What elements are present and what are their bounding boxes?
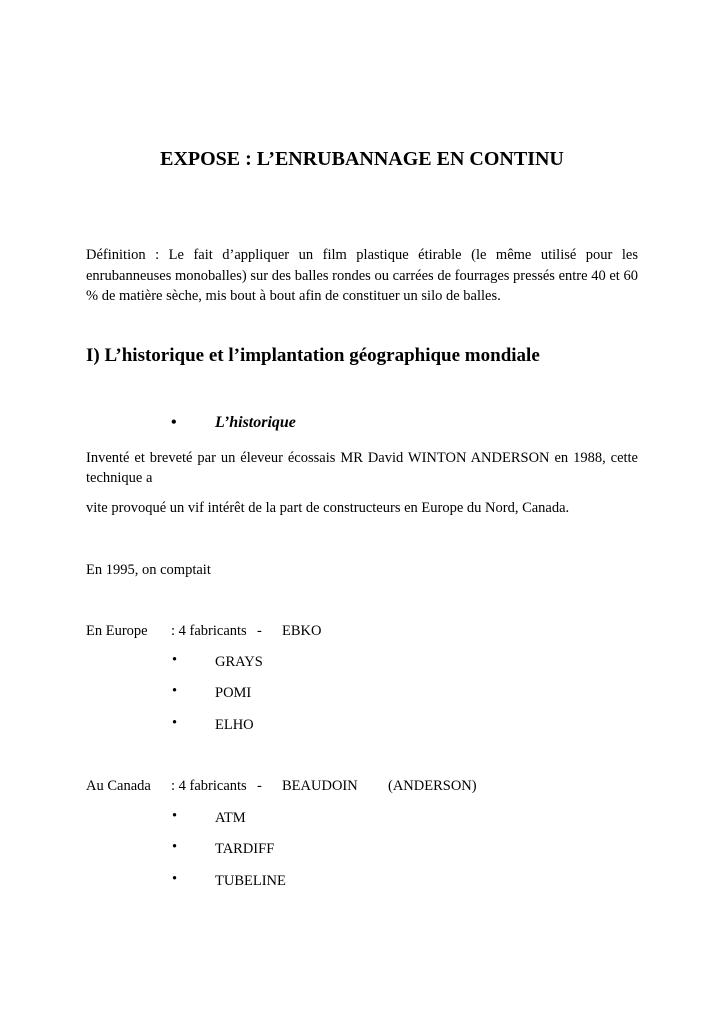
- definition-paragraph: Définition : Le fait d’appliquer un film plastique étirable (le même utilisé pour les enrubanneuses monoballes) sur des balles rondes ou carrées de fourrages pressés entre 40 et 60 % de matière sèche, mis bout à bout afin de constituer un silo de balles.: [86, 247, 638, 304]
- history-paragraph-1: Inventé et breveté par un éleveur écossais MR David WINTON ANDERSON en 1988, cette technique a: [86, 450, 638, 486]
- manufacturer-item: EBKO: [282, 623, 322, 639]
- history-paragraph-2: vite provoqué un vif intérêt de la part de constructeurs en Europe du Nord, Canada.: [86, 500, 570, 516]
- bullet: •: [172, 715, 178, 731]
- region-label: Au Canada: [86, 778, 151, 794]
- manufacturer-item: POMI: [215, 685, 252, 701]
- manufacturer-count: : 4 fabricants: [171, 623, 247, 639]
- history-paragraph-3: En 1995, on comptait: [86, 562, 211, 578]
- manufacturer-item: GRAYS: [215, 654, 263, 670]
- subheading: [171, 414, 296, 432]
- bullet: •: [172, 808, 178, 824]
- manufacturer-item: TARDIFF: [215, 841, 275, 857]
- region-label: En Europe: [86, 623, 148, 639]
- bullet: •: [171, 414, 177, 431]
- bullet: •: [172, 839, 178, 855]
- manufacturer-item: TUBELINE: [215, 873, 286, 889]
- manufacturer-count: : 4 fabricants: [171, 778, 247, 794]
- manufacturer-item: BEAUDOIN: [282, 778, 358, 794]
- manufacturer-item: ATM: [215, 810, 246, 826]
- manufacturer-note: (ANDERSON): [388, 778, 477, 794]
- dash: -: [257, 623, 262, 639]
- bullet: •: [172, 871, 178, 887]
- manufacturer-item: ELHO: [215, 717, 254, 733]
- bullet: •: [172, 652, 178, 668]
- document-title: EXPOSE : L’ENRUBANNAGE EN CONTINU: [160, 148, 564, 170]
- dash: -: [257, 778, 262, 794]
- section-heading: I) L’historique et l’implantation géographique mondiale: [86, 345, 540, 366]
- subheading-label: L’historique: [215, 414, 296, 431]
- bullet: •: [172, 683, 178, 699]
